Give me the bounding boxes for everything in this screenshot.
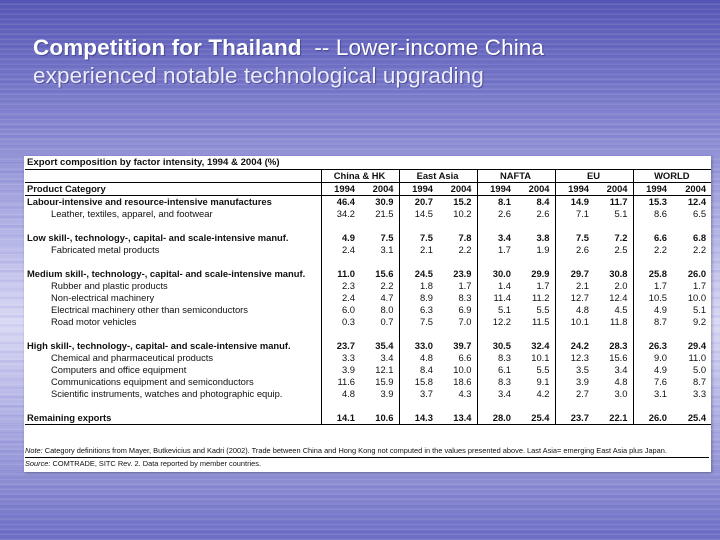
note-label: Note: [25,446,43,455]
value-cell: 6.8 [693,232,707,243]
subcategory-row [25,304,711,316]
value-cell: 46.4 [321,196,360,209]
spacer-cell [321,400,360,412]
category-row [25,268,711,280]
subcategory-row [25,376,711,388]
spacer-cell [672,220,711,232]
value-cell: 39.7 [453,340,472,351]
value-cell: 30.5 [477,340,516,352]
value-cell: 8.0 [380,304,394,315]
spacer-cell [555,256,594,268]
value-cell: 14.1 [321,412,360,425]
value-cell: 10.0 [453,364,472,375]
value-cell: 15.3 [633,196,672,209]
spacer-row [25,256,711,268]
table-caption-row [25,157,711,170]
value-cell: 26.0 [687,268,707,279]
value-cell: 2.1 [555,280,594,292]
value-cell: 11.8 [609,316,628,327]
value-cell: 2.6 [477,208,516,220]
value-cell: 4.8 [555,304,594,316]
value-cell: 6.0 [321,304,360,316]
year-header-3: 2004 [438,183,477,196]
value-cell: 15.2 [453,196,472,207]
value-cell: 24.2 [555,340,594,352]
value-cell: 6.3 [399,304,438,316]
value-cell: 5.1 [693,304,707,315]
year-header-row [25,183,711,196]
spacer-cell [633,220,672,232]
subcategory-row [25,388,711,400]
subcategory-row [25,316,711,328]
export-composition-table [25,157,711,425]
value-cell: 11.2 [531,292,550,303]
value-cell: 6.6 [458,352,472,363]
value-cell: 28.0 [477,412,516,425]
spacer-cell [633,400,672,412]
value-cell: 10.1 [531,352,550,363]
value-cell: 3.9 [380,388,394,399]
value-cell: 20.7 [399,196,438,209]
value-cell: 1.7 [693,280,707,291]
value-cell: 7.2 [614,232,628,243]
value-cell: 8.6 [633,208,672,220]
group-header-0: China & HK [321,170,399,183]
value-cell: 14.3 [399,412,438,425]
group-header-2: NAFTA [477,170,555,183]
value-cell: 2.4 [321,244,360,256]
spacer-cell [633,328,672,340]
group-header-4: WORLD [633,170,711,183]
subcategory-row [25,364,711,376]
spacer-cell [477,220,516,232]
value-cell: 15.6 [609,352,628,363]
value-cell: 5.1 [477,304,516,316]
spacer-cell [438,328,477,340]
value-cell: 22.1 [594,412,633,425]
spacer-cell [594,400,633,412]
value-cell: 2.4 [321,292,360,304]
category-row [25,340,711,352]
spacer-cell [477,400,516,412]
spacer-cell [594,328,633,340]
value-cell: 5.0 [693,364,707,375]
slide-title-line2: experienced notable technological upgrading [33,63,484,88]
spacer-cell [555,328,594,340]
spacer-cell [633,256,672,268]
year-header-2: 1994 [399,183,438,196]
value-cell: 12.7 [555,292,594,304]
value-cell: 5.5 [536,364,550,375]
value-cell: 11.5 [531,316,550,327]
row-label: Labour-intensive and resource-intensive manufactures [27,196,272,207]
value-cell: 3.1 [633,388,672,400]
value-cell: 4.9 [321,232,360,244]
value-cell: 29.7 [555,268,594,280]
value-cell: 7.5 [380,232,394,243]
value-cell: 6.9 [458,304,472,315]
spacer-cell [516,328,555,340]
value-cell: 11.0 [688,352,707,363]
value-cell: 3.3 [321,352,360,364]
row-label: Chemical and pharmaceutical products [51,352,214,363]
export-composition-table-card [24,156,711,472]
value-cell: 3.4 [380,352,394,363]
value-cell: 2.1 [399,244,438,256]
spacer-cell [594,220,633,232]
spacer-cell [399,400,438,412]
value-cell: 3.7 [399,388,438,400]
row-label: Rubber and plastic products [51,280,168,291]
value-cell: 4.9 [633,304,672,316]
value-cell: 24.5 [399,268,438,280]
year-header-1: 2004 [360,183,399,196]
spacer-cell [360,400,399,412]
value-cell: 11.6 [321,376,360,388]
value-cell: 6.5 [693,208,707,219]
value-cell: 3.4 [477,388,516,400]
value-cell: 32.4 [531,340,550,351]
value-cell: 26.0 [633,412,672,425]
value-cell: 23.9 [453,268,472,279]
group-header-row [25,170,711,183]
value-cell: 2.2 [380,280,394,291]
value-cell: 2.2 [633,244,672,256]
year-header-7: 2004 [594,183,633,196]
value-cell: 3.4 [614,364,628,375]
value-cell: 5.5 [536,304,550,315]
value-cell: 25.4 [516,412,555,425]
value-cell: 11.7 [609,196,628,207]
value-cell: 23.7 [555,412,594,425]
value-cell: 4.3 [458,388,472,399]
spacer-cell [399,256,438,268]
value-cell: 1.9 [536,244,550,255]
value-cell: 1.7 [477,244,516,256]
spacer-cell [438,256,477,268]
value-cell: 2.0 [614,280,628,291]
value-cell: 7.8 [458,232,472,243]
spacer-cell [25,220,321,232]
value-cell: 7.6 [633,376,672,388]
value-cell: 2.2 [458,244,472,255]
value-cell: 4.8 [614,376,628,387]
value-cell: 0.7 [380,316,394,327]
value-cell: 11.0 [321,268,360,280]
value-cell: 7.5 [399,316,438,328]
group-header-blank [25,170,321,183]
row-label: Non-electrical machinery [51,292,155,303]
value-cell: 3.0 [614,388,628,399]
slide-title-line1 [33,34,703,62]
row-label: Leather, textiles, apparel, and footwear [51,208,213,219]
value-cell: 8.4 [399,364,438,376]
value-cell: 12.4 [687,196,707,207]
source-line [25,457,709,470]
value-cell: 8.9 [399,292,438,304]
value-cell: 7.1 [555,208,594,220]
category-header: Product Category [25,183,321,196]
spacer-cell [399,328,438,340]
value-cell: 8.3 [458,292,472,303]
spacer-cell [321,256,360,268]
source-text: COMTRADE, SITC Rev. 2. Data reported by member countries. [50,459,262,468]
subcategory-row [25,280,711,292]
value-cell: 21.5 [375,208,394,219]
value-cell: 11.4 [477,292,516,304]
value-cell: 1.8 [399,280,438,292]
spacer-cell [360,256,399,268]
spacer-cell [477,256,516,268]
value-cell: 9.0 [633,352,672,364]
value-cell: 2.2 [693,244,707,255]
value-cell: 26.3 [633,340,672,352]
category-row [25,232,711,244]
row-label: Scientific instruments, watches and photographic equip. [51,388,283,399]
value-cell: 30.8 [609,268,628,279]
row-label: Electrical machinery other than semiconductors [51,304,248,315]
value-cell: 4.8 [321,388,360,400]
value-cell: 8.7 [633,316,672,328]
source-label: Source: [25,459,51,468]
spacer-cell [672,328,711,340]
slide-title-bold: Competition for Thailand [33,35,302,60]
spacer-cell [360,328,399,340]
spacer-cell [555,220,594,232]
value-cell: 12.1 [375,364,394,375]
spacer-cell [25,328,321,340]
spacer-cell [360,220,399,232]
group-header-1: East Asia [399,170,477,183]
year-header-5: 2004 [516,183,555,196]
year-header-4: 1994 [477,183,516,196]
year-header-9: 2004 [672,183,711,196]
value-cell: 8.3 [477,376,516,388]
spacer-cell [25,256,321,268]
value-cell: 6.6 [633,232,672,244]
value-cell: 8.3 [477,352,516,364]
spacer-cell [555,400,594,412]
year-header-8: 1994 [633,183,672,196]
value-cell: 4.2 [536,388,550,399]
row-label: Fabricated metal products [51,244,160,255]
subcategory-row [25,208,711,220]
value-cell: 2.6 [555,244,594,256]
value-cell: 12.4 [609,292,628,303]
table-body [25,157,711,425]
value-cell: 30.0 [477,268,516,280]
value-cell: 35.4 [375,340,394,351]
spacer-cell [438,220,477,232]
value-cell: 3.3 [693,388,707,399]
spacer-row [25,328,711,340]
spacer-cell [516,400,555,412]
value-cell: 14.9 [555,196,594,209]
group-header-3: EU [555,170,633,183]
spacer-cell [399,220,438,232]
value-cell: 2.5 [614,244,628,255]
value-cell: 3.5 [555,364,594,376]
spacer-cell [516,256,555,268]
spacer-cell [321,328,360,340]
value-cell: 14.5 [399,208,438,220]
value-cell: 8.1 [477,196,516,209]
value-cell: 4.9 [633,364,672,376]
value-cell: 2.7 [555,388,594,400]
value-cell: 9.1 [536,376,550,387]
value-cell: 12.3 [555,352,594,364]
slide-title [33,34,703,90]
value-cell: 29.4 [687,340,707,351]
value-cell: 23.7 [321,340,360,352]
value-cell: 1.7 [536,280,550,291]
value-cell: 10.5 [633,292,672,304]
value-cell: 7.5 [399,232,438,244]
value-cell: 3.8 [536,232,550,243]
value-cell: 34.2 [321,208,360,220]
row-label: Medium skill-, technology-, capital- and scale-intensive manuf. [27,268,306,279]
value-cell: 3.1 [380,244,394,255]
subcategory-row [25,244,711,256]
value-cell: 5.1 [614,208,628,219]
value-cell: 18.6 [453,376,472,387]
value-cell: 2.3 [321,280,360,292]
row-label: Communications equipment and semiconductors [51,376,254,387]
subcategory-row [25,352,711,364]
value-cell: 7.0 [458,316,472,327]
value-cell: 15.6 [375,268,394,279]
value-cell: 4.7 [380,292,394,303]
note-line [25,445,709,457]
spacer-cell [438,400,477,412]
year-header-6: 1994 [555,183,594,196]
value-cell: 8.4 [536,196,550,207]
value-cell: 12.2 [477,316,516,328]
value-cell: 1.4 [477,280,516,292]
year-header-0: 1994 [321,183,360,196]
subcategory-row [25,292,711,304]
value-cell: 13.4 [438,412,477,425]
table-caption: Export composition by factor intensity, 1994 & 2004 (%) [27,157,280,168]
table-footnotes [25,445,709,471]
spacer-cell [672,256,711,268]
spacer-cell [594,256,633,268]
spacer-cell [477,328,516,340]
value-cell: 15.8 [399,376,438,388]
value-cell: 10.2 [453,208,472,219]
spacer-cell [25,400,321,412]
row-label: High skill-, technology-, capital- and scale-intensive manuf. [27,340,291,351]
spacer-row [25,400,711,412]
value-cell: 30.9 [375,196,394,207]
row-label: Low skill-, technology-, capital- and scale-intensive manuf. [27,232,289,243]
category-row [25,412,711,425]
category-row [25,196,711,209]
value-cell: 0.3 [321,316,360,328]
spacer-cell [321,220,360,232]
value-cell: 15.9 [375,376,394,387]
value-cell: 10.1 [555,316,594,328]
spacer-row [25,220,711,232]
spacer-cell [672,400,711,412]
value-cell: 33.0 [399,340,438,352]
slide-title-rest: -- Lower-income China [301,35,545,60]
value-cell: 28.3 [609,340,628,351]
value-cell: 9.2 [693,316,707,327]
value-cell: 6.1 [477,364,516,376]
value-cell: 3.4 [477,232,516,244]
value-cell: 2.6 [536,208,550,219]
value-cell: 10.6 [360,412,399,425]
value-cell: 1.7 [458,280,472,291]
row-label: Remaining exports [25,412,321,425]
value-cell: 1.7 [633,280,672,292]
value-cell: 8.7 [693,376,707,387]
value-cell: 29.9 [531,268,550,279]
value-cell: 7.5 [555,232,594,244]
row-label: Computers and office equipment [51,364,187,375]
value-cell: 25.4 [672,412,711,425]
value-cell: 25.8 [633,268,672,280]
value-cell: 3.9 [555,376,594,388]
spacer-cell [516,220,555,232]
row-label: Road motor vehicles [51,316,137,327]
value-cell: 4.5 [614,304,628,315]
note-text: Category definitions from Mayer, Butkevicius and Kadri (2002). Trade between China and Hong Kong not computed in the values presented above. Last Asia= emerging East Asia plus Japan. [42,446,667,455]
value-cell: 3.9 [321,364,360,376]
value-cell: 4.8 [399,352,438,364]
value-cell: 10.0 [687,292,707,303]
